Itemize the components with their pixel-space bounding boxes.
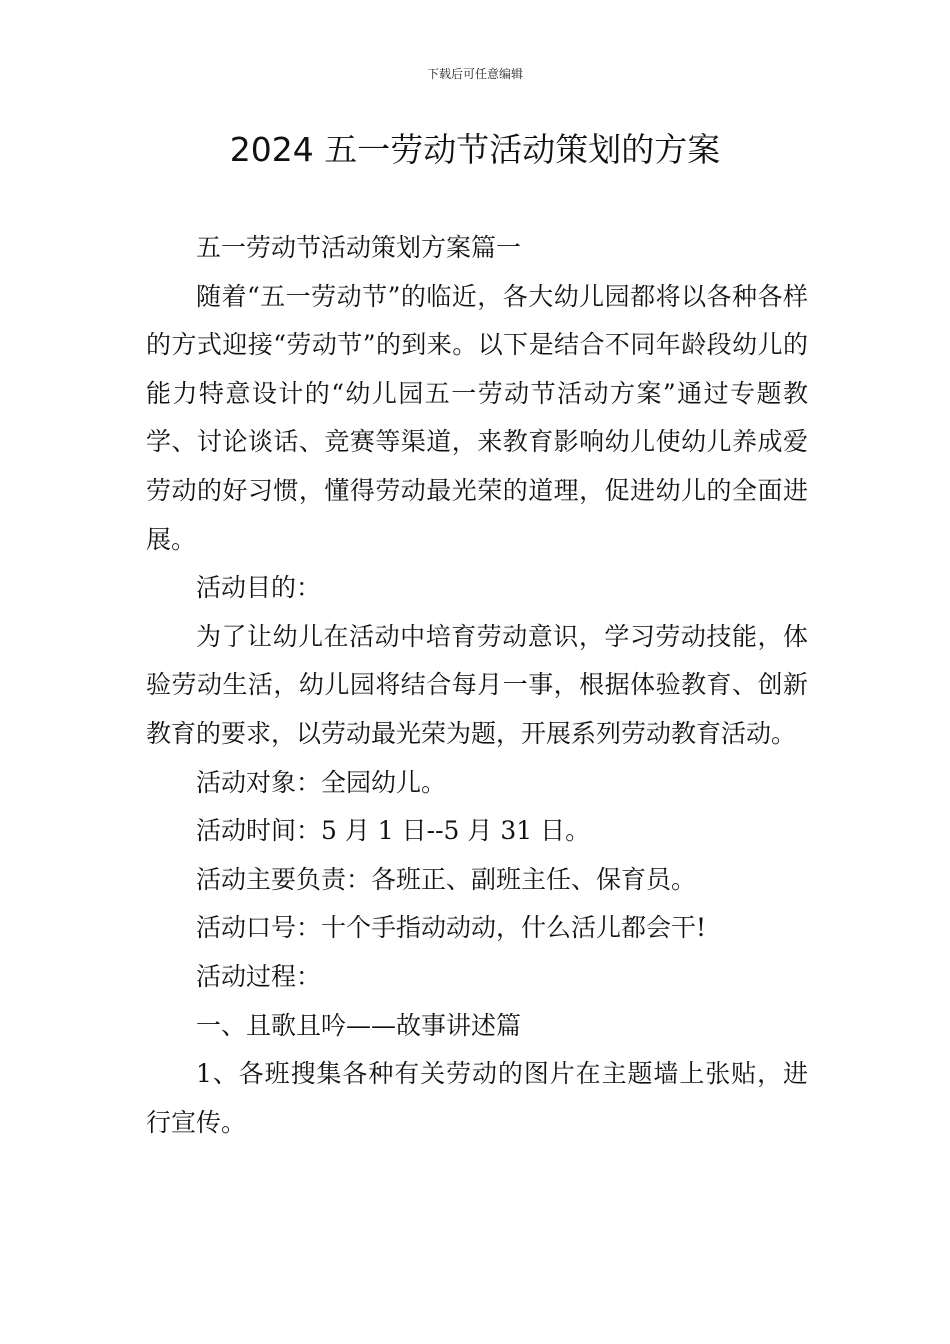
process-section-heading: 一、且歌且吟——故事讲述篇 — [196, 1010, 522, 1040]
document-body — [146, 224, 808, 1147]
purpose-label: 活动目的： — [196, 573, 322, 603]
target-line: 活动对象：全园幼儿。 — [196, 767, 447, 797]
responsible-line: 活动主要负责：各班正、副班主任、保育员。 — [196, 864, 697, 894]
purpose-paragraph: 为了让幼儿在活动中培育劳动意识，学习劳动技能，体验劳动生活，幼儿园将结合每月一事，根据体验教育、创新教育的要求，以劳动最光荣为题，开展系列劳动教育活动。 — [146, 621, 808, 748]
document-title: 2024 五一劳动节活动策划的方案 — [229, 130, 721, 169]
slogan-line: 活动口号：十个手指动动动，什么活儿都会干! — [196, 913, 707, 943]
process-label: 活动过程： — [196, 961, 322, 991]
time-line: 活动时间：5 月 1 日--5 月 31 日。 — [196, 816, 591, 846]
intro-paragraph: 随着“五一劳动节”的临近，各大幼儿园都将以各种各样的方式迎接“劳动节”的到来。以下是结合不同年龄段幼儿的能力特意设计的“幼儿园五一劳动节活动方案”通过专题教学、讨论谈话、竞赛等渠道，来教育影响幼儿使幼儿养成爱劳动的好习惯，懂得劳动最光荣的道理，促进幼儿的全面进展。 — [146, 281, 808, 554]
header-note: 下载后可任意编辑 — [426, 67, 523, 81]
section-heading: 五一劳动节活动策划方案篇一 — [196, 233, 522, 262]
process-item-1: 1、各班搜集各种有关劳动的图片在主题墙上张贴，进行宣传。 — [146, 1059, 808, 1137]
